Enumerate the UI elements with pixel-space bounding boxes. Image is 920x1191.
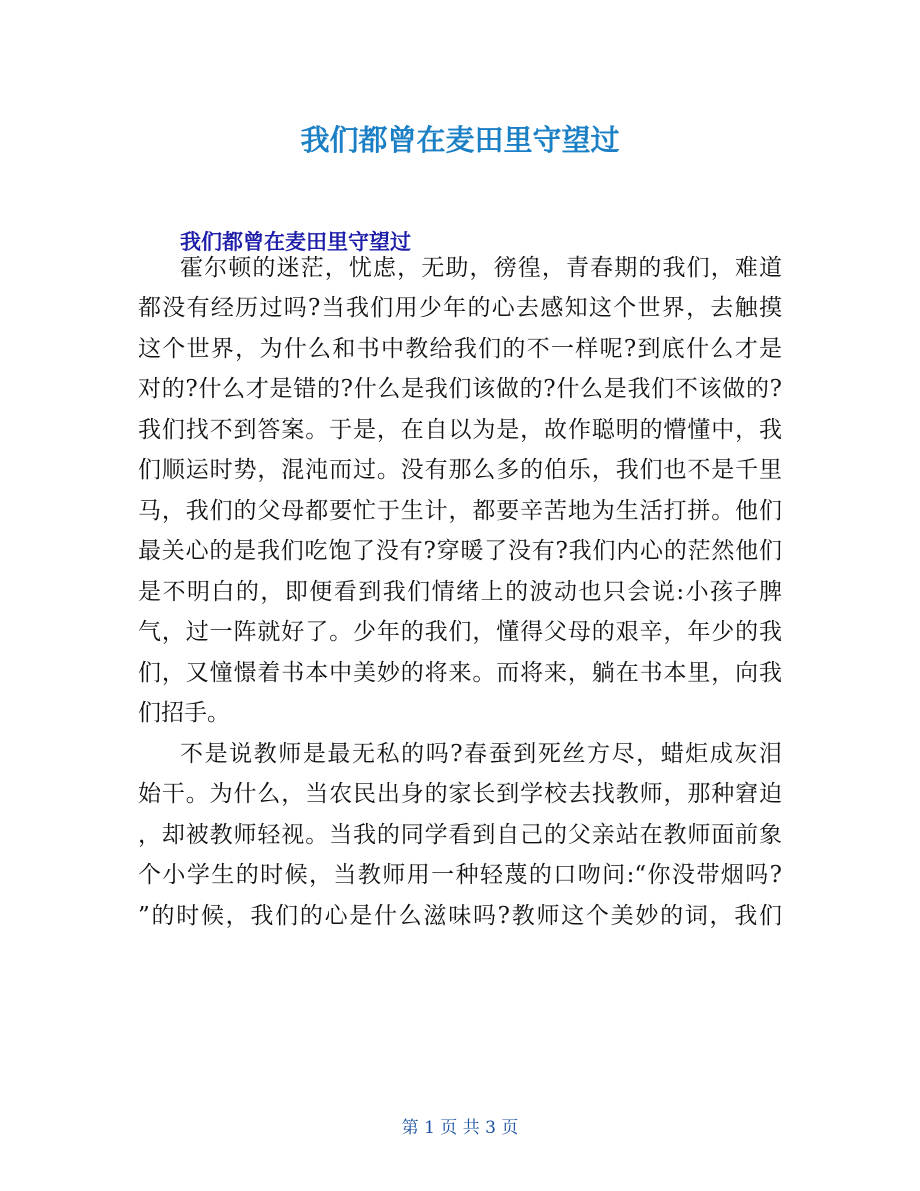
text-line: 是不明白的，即便看到我们情绪上的波动也只会说:小孩子脾 [138,579,782,605]
text-line: 最关心的是我们吃饱了没有?穿暖了没有?我们内心的茫然他们 [138,538,782,564]
section-heading: 我们都曾在麦田里守望过 [180,230,411,254]
text-line: ，却被教师轻视。当我的同学看到自己的父亲站在教师面前象 [138,822,782,848]
text-line: 对的?什么才是错的?什么是我们该做的?什么是我们不该做的? [138,376,782,402]
text-line: 个小学生的时候，当教师用一种轻蔑的口吻问:“你没带烟吗? [138,862,782,888]
text-line: 始干。为什么，当农民出身的家长到学校去找教师，那种窘迫 [138,781,782,807]
text-line: 都没有经历过吗?当我们用少年的心去感知这个世界，去触摸 [138,295,782,321]
text-line: 气，过一阵就好了。少年的我们，懂得父母的艰辛，年少的我 [138,619,782,645]
text-line: 这个世界，为什么和书中教给我们的不一样呢?到底什么才是 [138,336,782,362]
text-line: 们招手。 [138,700,230,726]
text-line: ”的时候，我们的心是什么滋味吗?教师这个美妙的词，我们 [138,903,782,929]
document-title: 我们都曾在麦田里守望过 [300,123,620,157]
text-line: 们，又憧憬着书本中美妙的将来。而将来，躺在书本里，向我 [138,660,782,686]
text-line: 霍尔顿的迷茫，忧虑，无助，徬徨，青春期的我们，难道 [180,255,782,281]
text-line: 我们找不到答案。于是，在自以为是，故作聪明的懵懂中，我 [138,417,782,443]
text-line: 们顺运时势，混沌而过。没有那么多的伯乐，我们也不是千里 [138,457,782,483]
page-number-footer: 第 1 页 共 3 页 [401,1118,519,1138]
text-line: 不是说教师是最无私的吗?春蚕到死丝方尽，蜡炬成灰泪 [180,741,782,767]
text-line: 马，我们的父母都要忙于生计，都要辛苦地为生活打拼。他们 [138,498,782,524]
